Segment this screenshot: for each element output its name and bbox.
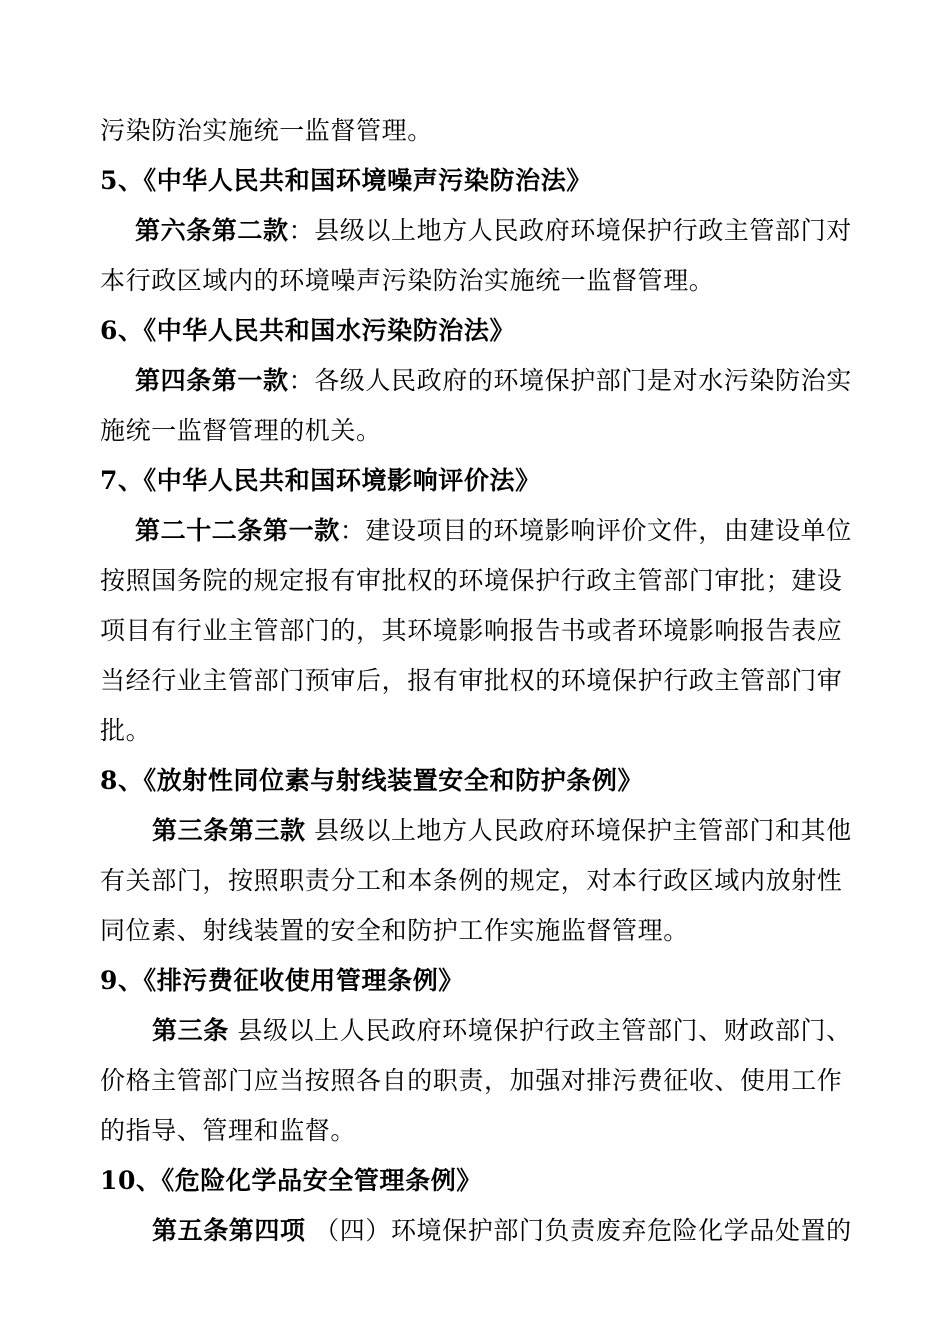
article-number: 第三条第三款 xyxy=(152,816,306,845)
body-text-line: 批。 xyxy=(100,716,152,745)
body-text-line: 施统一监督管理的机关。 xyxy=(100,416,382,445)
body-text-line: 按照国务院的规定报有审批权的环境保护行政主管部门审批；建设 xyxy=(100,566,843,595)
article-paragraph-start xyxy=(135,516,905,546)
article-paragraph-start xyxy=(152,816,922,846)
article-paragraph-start xyxy=(135,216,905,246)
article-text: ：建设项目的环境影响评价文件，由建设单位 xyxy=(339,516,852,545)
law-heading: 10、《危险化学品安全管理条例》 xyxy=(100,1166,482,1195)
law-heading: 9、《排污费征收使用管理条例》 xyxy=(100,966,464,995)
body-text-line: 的指导、管理和监督。 xyxy=(100,1116,357,1145)
article-text: （四）环境保护部门负责废弃危险化学品处置的 xyxy=(305,1216,852,1245)
article-text: ：各级人民政府的环境保护部门是对水污染防治实 xyxy=(288,366,852,395)
body-text-line: 有关部门，按照职责分工和本条例的规定，对本行政区域内放射性 xyxy=(100,866,843,895)
article-paragraph-start xyxy=(152,1016,922,1046)
article-paragraph-start xyxy=(152,1216,922,1246)
law-heading: 8、《放射性同位素与射线装置安全和防护条例》 xyxy=(100,766,644,795)
article-text: ：县级以上地方人民政府环境保护行政主管部门对 xyxy=(288,216,852,245)
body-text-line: 项目有行业主管部门的，其环境影响报告书或者环境影响报告表应 xyxy=(100,616,843,645)
article-text: 县级以上地方人民政府环境保护主管部门和其他 xyxy=(305,816,852,845)
article-number: 第二十二条第一款 xyxy=(135,516,340,545)
body-text-line: 价格主管部门应当按照各自的职责，加强对排污费征收、使用工作 xyxy=(100,1066,843,1095)
body-text-line: 当经行业主管部门预审后，报有审批权的环境保护行政主管部门审 xyxy=(100,666,843,695)
article-number: 第四条第一款 xyxy=(135,366,289,395)
article-paragraph-start xyxy=(135,366,905,396)
body-text-line: 同位素、射线装置的安全和防护工作实施监督管理。 xyxy=(100,916,689,945)
law-heading: 5、《中华人民共和国环境噪声污染防治法》 xyxy=(100,166,592,195)
law-heading: 6、《中华人民共和国水污染防治法》 xyxy=(100,316,516,345)
article-number: 第五条第四项 xyxy=(152,1216,306,1245)
article-number: 第三条 xyxy=(152,1016,229,1045)
body-text-line: 污染防治实施统一监督管理。 xyxy=(100,116,433,145)
law-heading: 7、《中华人民共和国环境影响评价法》 xyxy=(100,466,541,495)
article-number: 第六条第二款 xyxy=(135,216,289,245)
body-text-line: 本行政区域内的环境噪声污染防治实施统一监督管理。 xyxy=(100,266,715,295)
article-text: 县级以上人民政府环境保护行政主管部门、财政部门、 xyxy=(228,1016,852,1045)
